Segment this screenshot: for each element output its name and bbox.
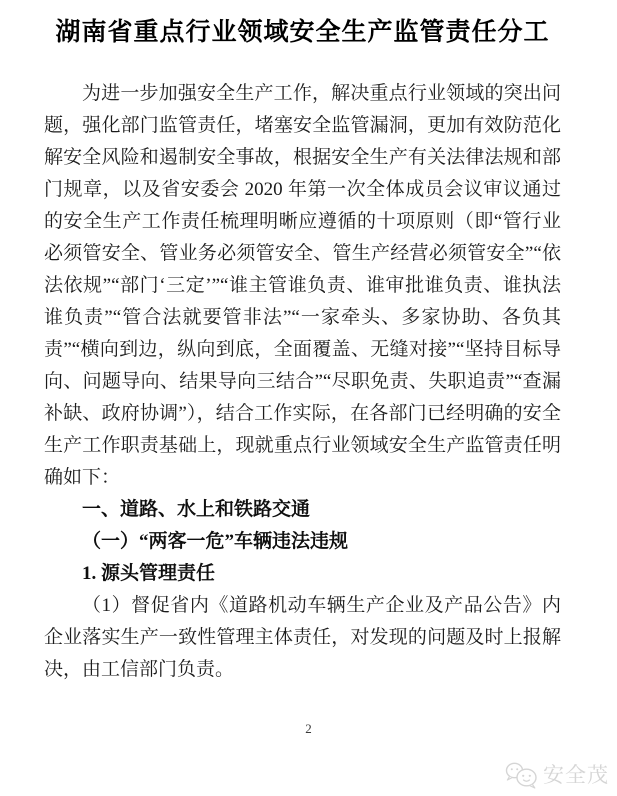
- page-number-value: 2: [305, 721, 312, 736]
- section-heading: 一、道路、水上和铁路交通: [82, 499, 311, 520]
- document-content: [44, 14, 561, 686]
- watermark: [504, 760, 609, 790]
- wechat-icon: [504, 761, 538, 789]
- page-title: 湖南省重点行业领域安全生产监管责任分工: [55, 19, 550, 46]
- item-heading: 1. 源头管理责任: [82, 563, 216, 584]
- intro-paragraph: 为进一步加强安全生产工作，解决重点行业领域的突出问题，强化部门监管责任，堵塞安全监管漏洞，更加有效防范化解安全风险和遏制安全事故，根据安全生产有关法律法规和部门规章，以及省安委会 2020 年第一次全体成员会议审议通过的安全生产工作责任梳理明晰应遵循的十项原则（即“管行业必须管安全、管业务必须管安全、管生产经营必须管安全”“依法依规”“部门‘三定’”“谁主管谁负责、谁审批谁负责、谁执法谁负责”“管合法就要管非法”“一家牵头、多家协助、各负其责”“横向到边，纵向到底，全面覆盖、无缝对接”“坚持目标导向、问题导向、结果导向三结合”“尽职免责、失职追责”“查漏补缺、政府协调”），结合工作实际，在各部门已经明确的安全生产工作职责基础上，现就重点行业领域安全生产监管责任明确如下：: [44, 83, 561, 488]
- document-body: [44, 78, 561, 686]
- watermark-label: 安全茂: [543, 763, 609, 787]
- body-paragraph: （1）督促省内《道路机动车辆生产企业及产品公告》内企业落实生产一致性管理主体责任，对发现的问题及时上报解决，由工信部门负责。: [44, 595, 561, 680]
- subsection-heading: （一）“两客一危”车辆违法违规: [82, 531, 349, 552]
- page-number: [0, 720, 617, 738]
